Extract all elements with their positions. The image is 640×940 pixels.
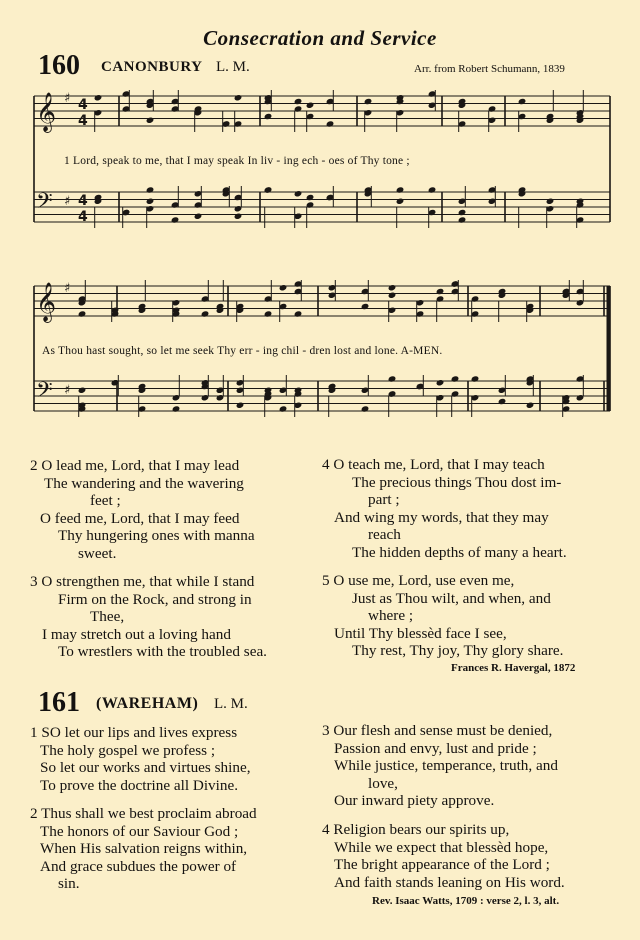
- verse-line: The precious things Thou dost im-: [352, 473, 562, 491]
- hymn-161-tune-name: (WAREHAM): [96, 695, 199, 712]
- sharp-glyph: ♯: [64, 383, 71, 398]
- note-head: [294, 98, 303, 105]
- time-signature: 4: [78, 97, 88, 113]
- hymn-160-lyrics-line-2: As Thou hast sought, so let me seek Thy err - ing chil - dren lost and lone. A-MEN.: [42, 345, 443, 357]
- note-head: [264, 310, 273, 317]
- note-head: [146, 198, 155, 205]
- note-head: [146, 117, 155, 124]
- note-head: [234, 213, 243, 220]
- hymn-160-verse-5: [322, 572, 622, 660]
- verse-line: feet ;: [90, 492, 121, 510]
- sharp-glyph: ♯: [64, 281, 71, 296]
- treble-clef-glyph: 𝄞: [36, 92, 57, 132]
- note-head: [171, 216, 180, 223]
- hymn-161-author: Rev. Isaac Watts, 1709 : verse 2, l. 3, alt.: [372, 895, 560, 907]
- verse-line: Thy rest, Thy joy, Thy glory share.: [352, 642, 564, 660]
- note-head: [428, 186, 437, 193]
- hymn-160-verse-4: [322, 456, 622, 562]
- note-head: [306, 102, 315, 109]
- verse-line: 4 O teach me, Lord, that I may teach: [322, 456, 545, 473]
- hymn-160-verse-3: [30, 573, 320, 661]
- note-head: [364, 98, 373, 105]
- verse-line: To prove the doctrine all Divine.: [40, 776, 239, 794]
- note-head: [388, 284, 397, 291]
- hymn-161-number: 161: [38, 687, 80, 718]
- note-head: [78, 310, 87, 317]
- note-head: [361, 303, 370, 310]
- verse-line: While justice, temperance, truth, and: [334, 757, 558, 775]
- verse-line: I may stretch out a loving hand: [42, 625, 231, 643]
- verse-line: reach: [368, 526, 401, 544]
- hymn-161-verse-3: [322, 722, 622, 810]
- hymn-160-tune-name: CANONBURY: [101, 59, 203, 75]
- note-head: [498, 398, 507, 405]
- treble-clef-glyph: 𝄞: [36, 282, 57, 322]
- note-head: [458, 216, 467, 223]
- note-head: [388, 375, 397, 382]
- note-head: [388, 292, 397, 299]
- verse-line: And wing my words, that they may: [334, 508, 549, 526]
- hymn-160-meter: L. M.: [216, 59, 250, 75]
- hymn-161-verse-4: [322, 821, 622, 891]
- note-head: [94, 94, 103, 101]
- note-head: [236, 402, 245, 409]
- verse-line: While we expect that blessèd hope,: [334, 838, 549, 856]
- note-head: [294, 310, 303, 317]
- hymn-160-author: Frances R. Havergal, 1872: [451, 662, 576, 674]
- verse-line: To wrestlers with the troubled sea.: [58, 643, 267, 661]
- staff-lines: [34, 96, 610, 411]
- verse-line: Passion and envy, lust and pride ;: [334, 739, 537, 757]
- section-title: Consecration and Service: [203, 26, 437, 50]
- verse-line: 2 O lead me, Lord, that I may lead: [30, 457, 240, 474]
- bass-clef-glyph: 𝄢: [36, 189, 53, 219]
- verse-line: love,: [368, 774, 398, 792]
- clef-glyphs: [36, 91, 88, 408]
- note-head: [264, 113, 273, 120]
- time-signature: 4: [78, 113, 88, 129]
- note-head: [172, 405, 181, 412]
- note-head: [396, 198, 405, 205]
- verse-line: Thy hungering ones with manna: [58, 527, 255, 545]
- verse-line: Until Thy blessèd face I see,: [334, 624, 507, 642]
- verse-line: part ;: [368, 491, 400, 509]
- verse-line: where ;: [368, 607, 414, 625]
- note-head: [146, 186, 155, 193]
- verse-line: 3 Our flesh and sense must be denied,: [322, 722, 553, 739]
- note-head: [471, 375, 480, 382]
- note-head: [306, 194, 315, 201]
- note-head: [279, 405, 288, 412]
- bar-lines: [34, 96, 610, 411]
- note-head: [294, 190, 303, 197]
- verse-line: When His salvation reigns within,: [40, 840, 248, 858]
- note-head: [326, 120, 335, 127]
- verse-line: 1 SO let our lips and lives express: [30, 724, 238, 741]
- time-signature: 4: [78, 209, 88, 225]
- note-head: [234, 94, 243, 101]
- hymn-161-verse-2: [30, 805, 320, 893]
- verse-line: O feed me, Lord, that I may feed: [40, 509, 240, 527]
- verse-line: The holy gospel we profess ;: [40, 741, 216, 759]
- verse-line: 4 Religion bears our spirits up,: [322, 821, 510, 838]
- note-head: [458, 209, 467, 216]
- hymn-160-verse-2: [30, 457, 320, 563]
- hymn-161-meter: L. M.: [214, 696, 248, 712]
- verse-line: The honors of our Saviour God ;: [40, 822, 239, 840]
- time-signature: 4: [78, 193, 88, 209]
- hymn-160-lyrics-line-1: 1 Lord, speak to me, that I may speak In liv - ing ech - oes of Thy tone ;: [64, 155, 410, 167]
- verse-line: And grace subdues the power of: [40, 857, 237, 875]
- note-head: [396, 186, 405, 193]
- verse-line: 3 O strengthen me, that while I stand: [30, 573, 255, 590]
- verse-line: sin.: [58, 875, 80, 893]
- note-head: [78, 387, 87, 394]
- verse-line: Just as Thou wilt, and when, and: [352, 589, 551, 607]
- note-head: [264, 186, 273, 193]
- note-head: [194, 213, 203, 220]
- verse-line: And faith stands leaning on His word.: [334, 873, 565, 891]
- hymn-161-verse-1: [30, 724, 320, 794]
- note-head: [436, 379, 445, 386]
- verse-line: 5 O use me, Lord, use even me,: [322, 572, 515, 589]
- verse-line: 2 Thus shall we best proclaim abroad: [30, 805, 257, 822]
- verse-line: Firm on the Rock, and strong in: [58, 590, 252, 608]
- note-head: [279, 284, 288, 291]
- verse-line: Our inward piety approve.: [334, 792, 495, 810]
- note-head: [526, 402, 535, 409]
- bass-clef-glyph: 𝄢: [36, 378, 53, 408]
- note-head: [201, 310, 210, 317]
- hymn-160-arrangement: Arr. from Robert Schumann, 1839: [414, 63, 565, 75]
- sharp-glyph: ♯: [64, 194, 71, 209]
- verse-line: The bright appearance of the Lord ;: [334, 856, 550, 874]
- hymn-160-number: 160: [38, 50, 80, 81]
- note-head: [361, 405, 370, 412]
- verse-line: The hidden depths of many a heart.: [352, 543, 567, 561]
- note-head: [451, 375, 460, 382]
- note-head: [518, 98, 527, 105]
- notes: [78, 90, 585, 417]
- verse-line: So let our works and virtues shine,: [40, 759, 251, 777]
- note-head: [436, 288, 445, 295]
- verse-line: The wandering and the wavering: [44, 474, 244, 492]
- sharp-glyph: ♯: [64, 91, 71, 106]
- note-head: [546, 198, 555, 205]
- verse-line: sweet.: [78, 544, 117, 562]
- verse-line: Thee,: [90, 608, 125, 626]
